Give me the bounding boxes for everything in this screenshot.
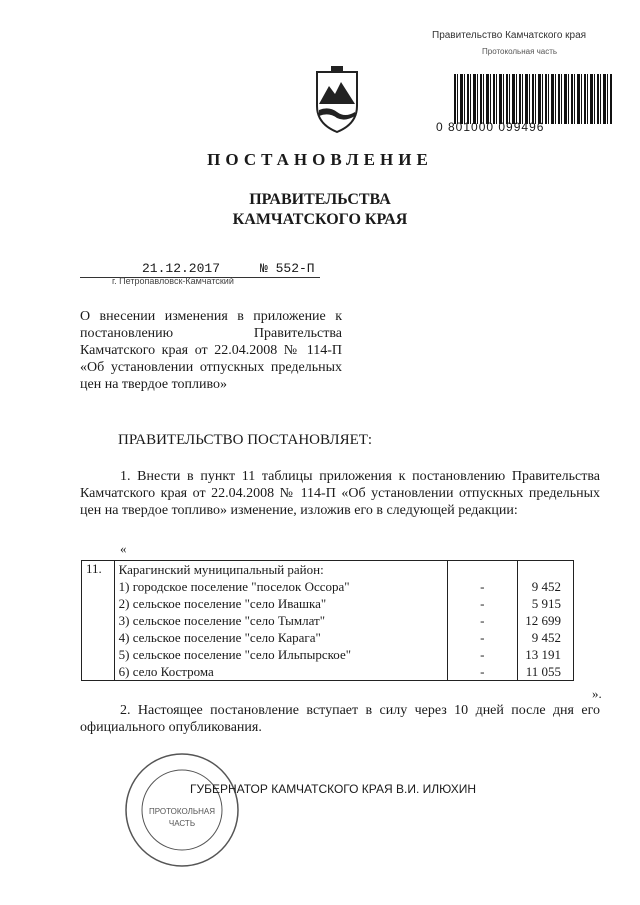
issuer-line1: ПРАВИТЕЛЬСТВА	[249, 191, 391, 208]
official-seal-icon	[122, 750, 242, 870]
price-value: 5 915	[531, 596, 561, 611]
kamchatka-emblem-icon	[311, 64, 363, 134]
document-number: № 552-П	[260, 261, 315, 276]
names-cell	[114, 561, 447, 681]
barcode	[454, 74, 612, 124]
list-item: 2) сельское поселение "село Ивашка"	[118, 596, 327, 611]
list-item: 1) городское поселение "поселок Оссора"	[118, 579, 350, 594]
price-value: 12 699	[525, 613, 561, 628]
quote-open: «	[120, 541, 127, 556]
signature-line: ГУБЕРНАТОР КАМЧАТСКОГО КРАЯ В.И. ИЛЮХИН	[190, 782, 477, 796]
price-table	[81, 560, 574, 681]
list-item: 4) сельское поселение "село Карага"	[118, 630, 321, 645]
price-value: 11 055	[525, 664, 561, 679]
dash: -	[480, 613, 485, 628]
list-item: 3) сельское поселение "село Тымлат"	[118, 613, 326, 628]
stamp-organization: Правительство Камчатского края	[432, 30, 587, 41]
document-date: 21.12.2017	[142, 261, 221, 276]
barcode-number: 0 801000 099496	[436, 120, 545, 134]
price-value: 9 452	[531, 579, 561, 594]
dash: -	[480, 664, 485, 679]
issuer-title	[0, 190, 640, 230]
doc-type-title: ПОСТАНОВЛЕНИЕ	[207, 150, 433, 169]
dash: -	[480, 630, 485, 645]
list-item: 5) сельское поселение "село Ильпырское"	[118, 647, 352, 662]
table-row	[82, 561, 574, 681]
svg-text:ЧАСТЬ: ЧАСТЬ	[168, 819, 196, 828]
dash: -	[480, 579, 485, 594]
issuer-line2: КАМЧАТСКОГО КРАЯ	[232, 211, 408, 228]
subject: О внесении изменения в приложение к постановлению Правительства Камчатского края от 22.04.2008 № 114-П «Об установлении отпускных предельных цен на твердое топливо»	[80, 309, 342, 392]
dash: -	[480, 647, 485, 662]
svg-text:ПРОТОКОЛЬНАЯ: ПРОТОКОЛЬНАЯ	[149, 807, 215, 816]
stamp-part: Протокольная часть	[482, 47, 558, 56]
table-heading: Карагинский муниципальный район:	[118, 562, 324, 577]
dash: -	[480, 596, 485, 611]
price-value: 13 191	[525, 647, 561, 662]
list-item: 6) село Кострома	[118, 664, 214, 679]
registration-stamp	[432, 30, 632, 134]
paragraph-2: 2. Настоящее постановление вступает в силу через 10 дней после дня его официального опубликования.	[80, 703, 600, 735]
quote-close: ».	[592, 686, 602, 701]
values-cell	[517, 561, 573, 681]
row-number: 11.	[82, 561, 115, 681]
dash-cell	[448, 561, 518, 681]
price-value: 9 452	[531, 630, 561, 645]
paragraph-1: 1. Внести в пункт 11 таблицы приложения к постановлению Правительства Камчатского края от 22.04.2008 № 114-П «Об установлении отпускных предельных цен на твердое топливо» изменение, изложив его в следующей редакции:	[80, 469, 600, 518]
city: г. Петропавловск-Камчатский	[112, 276, 234, 286]
resolves-heading: ПРАВИТЕЛЬСТВО ПОСТАНОВЛЯЕТ:	[118, 432, 373, 448]
